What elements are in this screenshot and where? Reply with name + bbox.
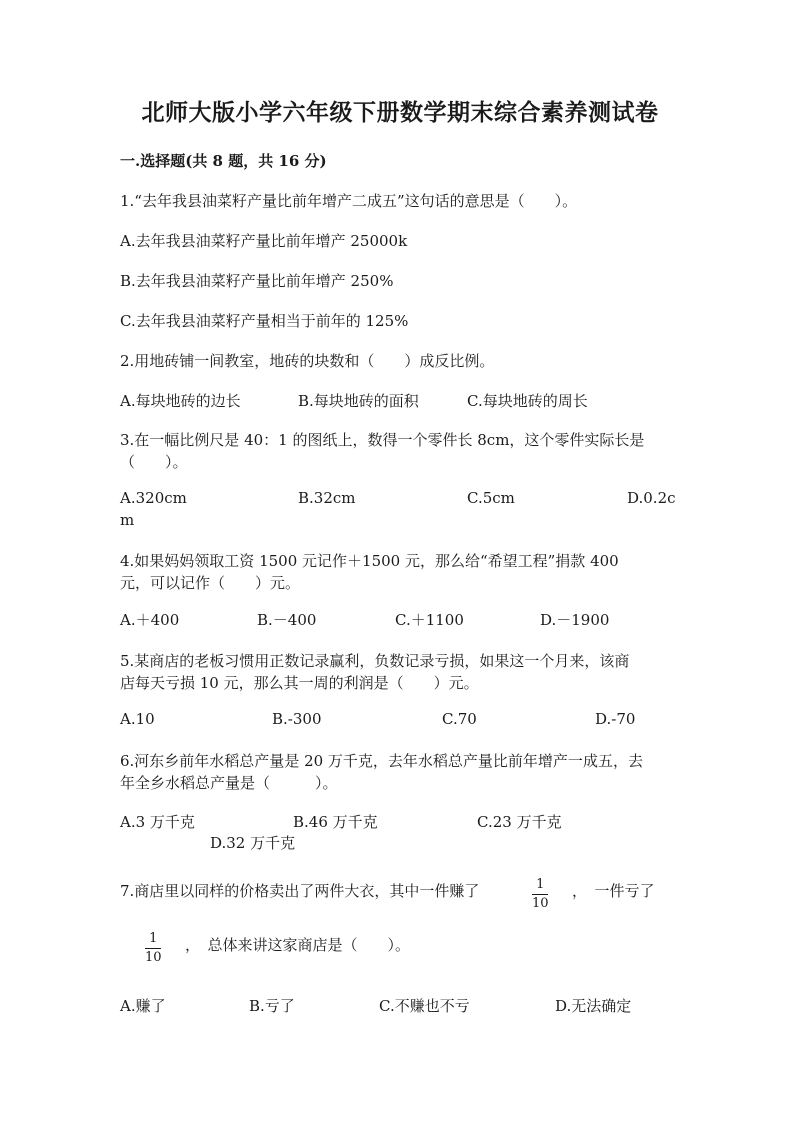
question-7-stem-part3: ， 总体来讲这家商店是（ ）。	[185, 936, 411, 954]
page-title: 北师大版小学六年级下册数学期末综合素养测试卷	[141, 99, 659, 126]
question-3-option-b: B.32cm	[298, 489, 356, 507]
section-heading: 一.选择题(共 8 题，共 16 分)	[120, 152, 327, 170]
question-3-option-d: D.0.2c	[627, 489, 676, 507]
fraction-numerator: 1	[149, 931, 158, 946]
question-1-option-b: B.去年我县油菜籽产量比前年增产 250%	[120, 272, 394, 290]
question-7-option-b: B.亏了	[249, 997, 295, 1015]
question-6-option-a: A.3 万千克	[120, 813, 195, 831]
question-1-stem: 1.“去年我县油菜籽产量比前年增产二成五”这句话的意思是（ ）。	[120, 192, 578, 210]
question-6-stem-line1: 6.河东乡前年水稻总产量是 20 万千克，去年水稻总产量比前年增产一成五，去	[120, 752, 643, 770]
question-3-stem-line2: （ ）。	[120, 453, 188, 471]
question-3-option-d-wrap: m	[120, 511, 135, 529]
question-4-stem-line1: 4.如果妈妈领取工资 1500 元记作＋1500 元，那么给“希望工程”捐款 400	[120, 552, 619, 570]
question-4-option-a: A.＋400	[120, 611, 180, 629]
question-2-option-b: B.每块地砖的面积	[298, 392, 419, 410]
question-5-option-c: C.70	[442, 710, 477, 728]
fraction-denominator: 10	[532, 896, 549, 911]
fraction-numerator: 1	[536, 877, 545, 892]
question-7-fraction-2	[145, 932, 162, 965]
question-7-stem-part2: ， 一件亏了	[572, 882, 655, 900]
fraction-bar	[532, 894, 548, 895]
question-6-option-b: B.46 万千克	[293, 813, 378, 831]
question-7-stem-part1: 7.商店里以同样的价格卖出了两件大衣，其中一件赚了	[120, 882, 480, 900]
question-5-option-d: D.-70	[595, 710, 636, 728]
question-7-fraction-1	[532, 878, 549, 911]
fraction-bar	[145, 948, 161, 949]
question-4-stem-line2: 元，可以记作（ ）元。	[120, 574, 301, 592]
question-2-option-c: C.每块地砖的周长	[467, 392, 588, 410]
question-3-option-a: A.320cm	[120, 489, 187, 507]
question-7-option-d: D.无法确定	[555, 997, 632, 1015]
question-3-option-c: C.5cm	[467, 489, 515, 507]
question-2-stem: 2.用地砖铺一间教室，地砖的块数和（ ）成反比例。	[120, 352, 495, 370]
question-1-option-a: A.去年我县油菜籽产量比前年增产 25000k	[120, 232, 408, 250]
question-4-option-b: B.－400	[257, 611, 317, 629]
question-5-stem-line2: 店每天亏损 10 元，那么其一周的利润是（ ）元。	[120, 674, 479, 692]
question-4-option-c: C.＋1100	[395, 611, 464, 629]
fraction-denominator: 10	[145, 950, 162, 965]
question-5-stem-line1: 5.某商店的老板习惯用正数记录赢利，负数记录亏损，如果这一个月来，该商	[120, 652, 630, 670]
question-7-option-c: C.不赚也不亏	[379, 997, 470, 1015]
question-6-stem-line2: 年全乡水稻总产量是（ ）。	[120, 774, 338, 792]
question-1-option-c: C.去年我县油菜籽产量相当于前年的 125%	[120, 312, 409, 330]
question-4-option-d: D.－1900	[540, 611, 610, 629]
question-6-option-c: C.23 万千克	[477, 813, 562, 831]
question-7-option-a: A.赚了	[120, 997, 166, 1015]
question-6-option-d: D.32 万千克	[210, 834, 296, 852]
question-2-option-a: A.每块地砖的边长	[120, 392, 241, 410]
question-3-stem-line1: 3.在一幅比例尺是 40：1 的图纸上，数得一个零件长 8cm，这个零件实际长是	[120, 431, 645, 449]
question-5-option-a: A.10	[120, 710, 155, 728]
question-5-option-b: B.-300	[272, 710, 322, 728]
